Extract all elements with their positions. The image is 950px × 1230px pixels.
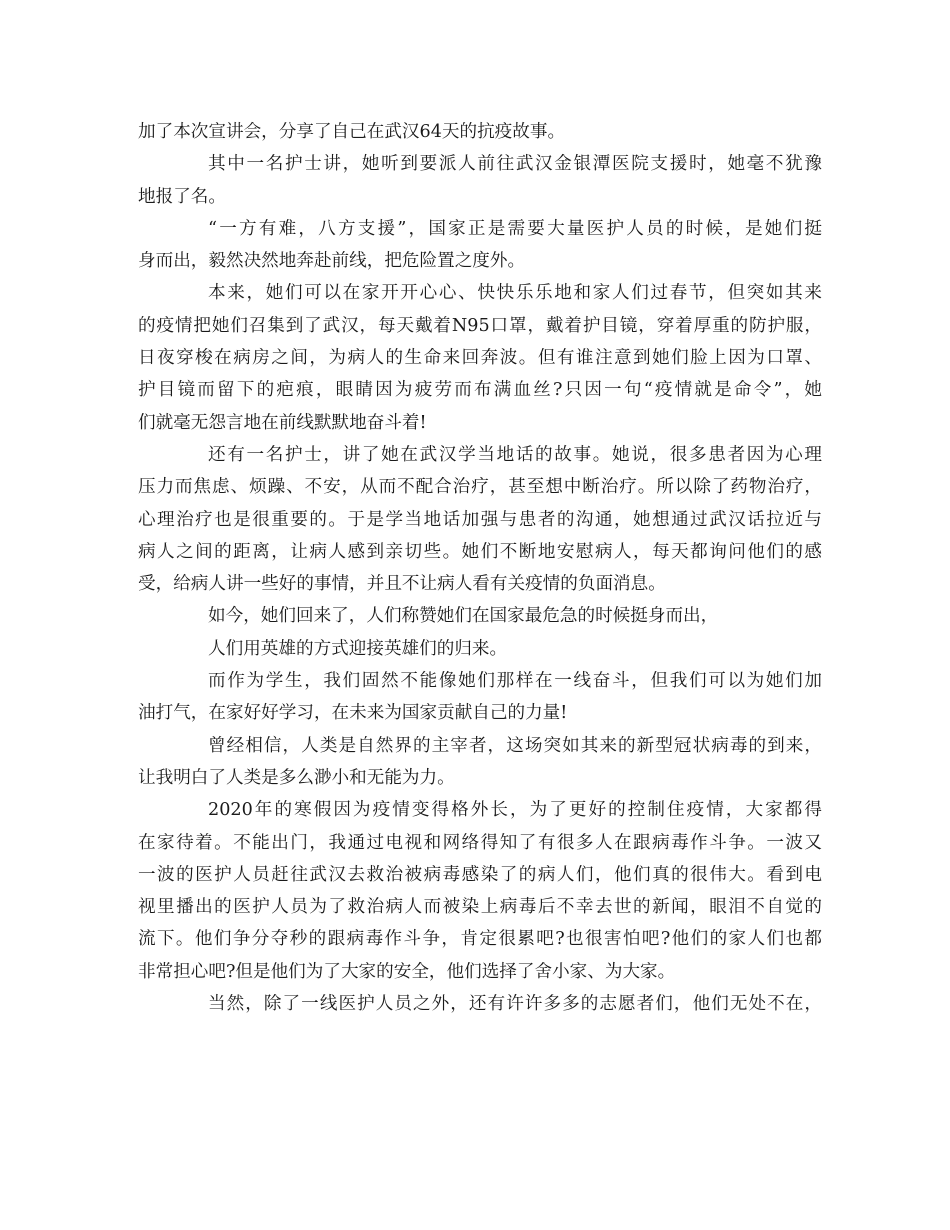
- text-line: 当然，除了一线医护人员之外，还有许许多多的志愿者们，他们无处不在，: [208, 994, 822, 1015]
- text-line: 其中一名护士讲，她听到要派人前往武汉金银潭医院支援时，她毫不犹豫: [208, 154, 822, 175]
- text-line: 压力而焦虑、烦躁、不安，从而不配合治疗，甚至想中断治疗。所以除了药物治疗，: [138, 477, 822, 498]
- text-line: 地报了名。: [138, 186, 226, 207]
- text-line: 而作为学生，我们固然不能像她们那样在一线奋斗，但我们可以为她们加: [208, 671, 822, 692]
- text-line: 的疫情把她们召集到了武汉，每天戴着N95口罩，戴着护目镜，穿着厚重的防护服，: [138, 315, 822, 336]
- text-line: 本来，她们可以在家开开心心、快快乐乐地和家人们过春节，但突如其来: [208, 283, 822, 304]
- document-body: [138, 116, 822, 1020]
- text-line: 心理治疗也是很重要的。于是学当地话加强与患者的沟通，她想通过武汉话拉近与: [138, 509, 822, 530]
- text-line: 流下。他们争分夺秒的跟病毒作斗争，肯定很累吧?也很害怕吧?他们的家人们也都: [138, 929, 822, 950]
- text-line: 油打气，在家好好学习，在未来为国家贡献自己的力量!: [138, 703, 568, 724]
- text-line: 2020年的寒假因为疫情变得格外长，为了更好的控制住疫情，大家都得: [208, 800, 822, 821]
- text-line: 受，给病人讲一些好的事情，并且不让病人看有关疫情的负面消息。: [138, 574, 666, 595]
- text-line: 如今，她们回来了，人们称赞她们在国家最危急的时候挺身而出，: [208, 606, 719, 627]
- text-line: 视里播出的医护人员为了救治病人而被染上病毒后不幸去世的新闻，眼泪不自觉的: [138, 897, 822, 918]
- text-line: 在家待着。不能出门，我通过电视和网络得知了有很多人在跟病毒作斗争。一波又: [138, 832, 822, 853]
- text-line: 人们用英雄的方式迎接英雄们的归来。: [208, 638, 508, 659]
- text-line: 日夜穿梭在病房之间，为病人的生命来回奔波。但有谁注意到她们脸上因为口罩、: [138, 348, 822, 369]
- text-line: “一方有难，八方支援”，国家正是需要大量医护人员的时候，是她们挺: [208, 218, 822, 239]
- text-line: 还有一名护士，讲了她在武汉学当地话的故事。她说，很多患者因为心理: [208, 444, 822, 465]
- text-line: 让我明白了人类是多么渺小和无能为力。: [138, 767, 455, 788]
- text-line: 非常担心吧?但是他们为了大家的安全，他们选择了舍小家、为大家。: [138, 961, 676, 982]
- text-line: 病人之间的距离，让病人感到亲切些。她们不断地安慰病人，每天都询问他们的感: [138, 541, 822, 562]
- text-line: 加了本次宣讲会，分享了自己在武汉64天的抗疫故事。: [138, 122, 566, 142]
- text-line: 曾经相信，人类是自然界的主宰者，这场突如其来的新型冠状病毒的到来，: [208, 735, 822, 756]
- text-line: 一波的医护人员赶往武汉去救治被病毒感染了的病人们，他们真的很伟大。看到电: [138, 864, 822, 885]
- text-line: 们就毫无怨言地在前线默默地奋斗着!: [138, 412, 427, 433]
- text-line: 护目镜而留下的疤痕，眼睛因为疲劳而布满血丝?只因一句“疫情就是命令”，她: [138, 380, 822, 401]
- text-line: 身而出，毅然决然地奔赴前线，把危险置之度外。: [138, 251, 526, 272]
